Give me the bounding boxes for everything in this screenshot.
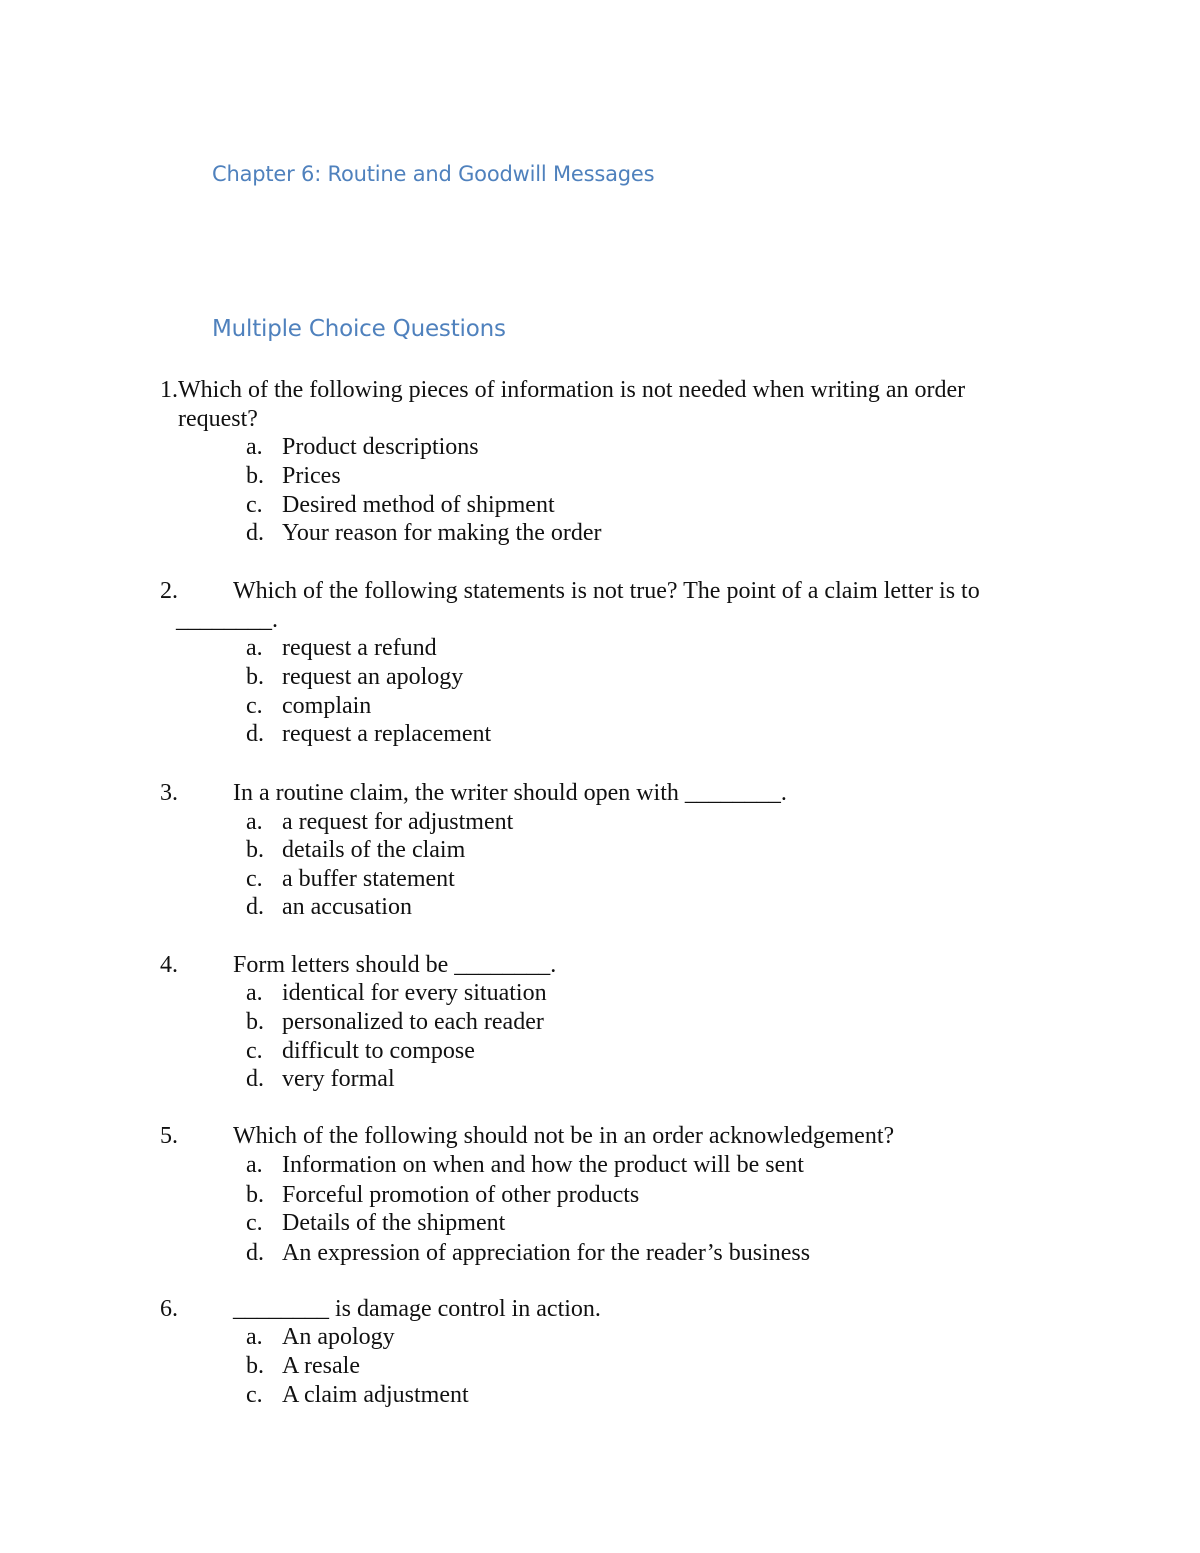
option-text: very formal [282, 1066, 395, 1092]
question-number: 5. [160, 1123, 178, 1149]
option-text: Forceful promotion of other products [282, 1182, 640, 1208]
option-letter: b. [246, 837, 264, 863]
question-text: In a routine claim, the writer should open with ________. [233, 780, 787, 806]
option-text: an accusation [282, 894, 412, 920]
option-letter: c. [246, 866, 263, 892]
question-text: Which of the following pieces of information is not needed when writing an order [178, 377, 966, 403]
option-letter: b. [246, 1009, 264, 1035]
question-text: Which of the following statements is not true? The point of a claim letter is to [233, 578, 980, 604]
question-text-continued: ________. [176, 607, 278, 633]
option-letter: d. [246, 520, 264, 546]
option-text: a buffer statement [282, 866, 455, 892]
option-letter: b. [246, 463, 264, 489]
option-letter: a. [246, 1152, 263, 1178]
question-number: 2. [160, 578, 178, 604]
chapter-title: Chapter 6: Routine and Goodwill Messages [212, 162, 655, 186]
option-text: complain [282, 693, 372, 719]
option-text: Information on when and how the product will be sent [282, 1152, 804, 1178]
section-title: Multiple Choice Questions [212, 316, 506, 342]
option-letter: c. [246, 492, 263, 518]
option-letter: d. [246, 894, 264, 920]
question-text-continued: request? [178, 406, 258, 432]
option-text: details of the claim [282, 837, 466, 863]
option-letter: d. [246, 1066, 264, 1092]
option-letter: c. [246, 1210, 263, 1236]
option-text: request an apology [282, 664, 464, 690]
option-letter: a. [246, 980, 263, 1006]
option-text: An expression of appreciation for the reader’s business [282, 1240, 811, 1266]
option-text: A claim adjustment [282, 1382, 469, 1408]
option-letter: a. [246, 809, 263, 835]
option-letter: a. [246, 635, 263, 661]
option-text: Details of the shipment [282, 1210, 506, 1236]
option-text: An apology [282, 1324, 395, 1350]
option-text: Desired method of shipment [282, 492, 555, 518]
option-text: a request for adjustment [282, 809, 514, 835]
question-number: 4. [160, 952, 178, 978]
option-letter: a. [246, 1324, 263, 1350]
option-text: Prices [282, 463, 341, 489]
question-number: 6. [160, 1296, 178, 1322]
option-text: identical for every situation [282, 980, 547, 1006]
option-letter: d. [246, 1240, 264, 1266]
option-text: A resale [282, 1353, 360, 1379]
option-letter: c. [246, 1382, 263, 1408]
question-text: Which of the following should not be in an order acknowledgement? [233, 1123, 895, 1149]
option-text: request a refund [282, 635, 437, 661]
option-text: request a replacement [282, 721, 492, 747]
question-number: 3. [160, 780, 178, 806]
option-text: Your reason for making the order [282, 520, 602, 546]
option-letter: b. [246, 1353, 264, 1379]
question-text: Form letters should be ________. [233, 952, 557, 978]
option-text: personalized to each reader [282, 1009, 544, 1035]
option-letter: c. [246, 1038, 263, 1064]
option-letter: d. [246, 721, 264, 747]
option-letter: c. [246, 693, 263, 719]
question-text: ________ is damage control in action. [233, 1296, 601, 1322]
option-letter: a. [246, 434, 263, 460]
question-number: 1. [160, 377, 178, 403]
option-letter: b. [246, 1182, 264, 1208]
option-letter: b. [246, 664, 264, 690]
option-text: Product descriptions [282, 434, 479, 460]
option-text: difficult to compose [282, 1038, 475, 1064]
